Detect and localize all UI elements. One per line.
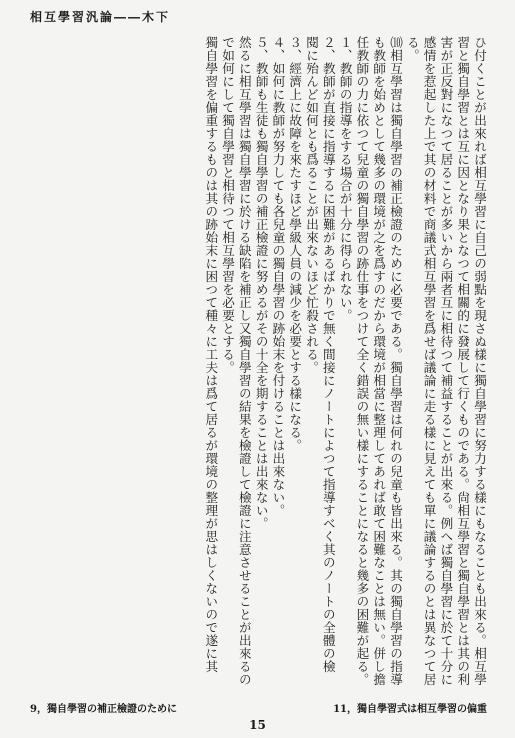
text-line: 然るに相互學習は獨自學習に於ける缺陷を補正し又獨自學習の結果を檢證して檢證に注意させることが出來るの — [236, 36, 252, 686]
running-header: 相互學習汎論――木下 — [30, 10, 171, 24]
text-line: ３、經濟上に故障を來たすほど學級人員の減少を必要とする樣になる。 — [287, 36, 303, 452]
text-line: ひ付くことが出來れば相互學習に自己の弱點を現さぬ樣に獨自學習に努力する樣にもなることも出來る。相互學 — [472, 36, 487, 686]
text-line: １、教師の指導をする場合が十分に得られない。 — [337, 36, 353, 322]
margin-note-right: 11，獨自學習式は相互學習の偏重 — [333, 704, 487, 715]
text-line: で如何にして獨自學習と相待つて相互學習を必要とする。 — [220, 36, 236, 374]
text-line: ⑽相互學習は獨自學習の補正檢證のために必要である。獨自學習は何れの兒童も皆出來る。其の獨自學習の指導 — [388, 36, 404, 686]
text-line: ２、教師が直接に指導するに困難があるばかりで無く間接にノートによつて指導すべく其のノートの全體の檢 — [320, 36, 336, 673]
text-line: 任教師の力に依つて兒童の獨自學習の跡仕事をつけて全く錯誤の無い樣にすることになると幾多の困難が起る。 — [354, 36, 370, 686]
vertical-body-text — [30, 36, 487, 696]
page-number: 15 — [249, 718, 266, 732]
margin-note-left: 9，獨自學習の補正檢證のために — [30, 704, 177, 715]
text-line: ４、如何に教師が努力しても各兒童の獨自學習の跡始末を付けることは出來ない。 — [270, 36, 286, 517]
text-line: 閱に殆んど如何とも爲ることが出來ないほど忙殺される。 — [304, 36, 320, 374]
text-line: る。 — [404, 36, 420, 62]
text-line: 感情を惹起した上で其の材料で商議式相互學習を爲せば議論に走る樣に見えても單に議論するのとは異なつて居 — [421, 36, 437, 686]
text-line: 害が正反對になつて居ることが多いから兩者互に相待つて補益することが出來る。例へば獨自學習に於て十分に — [438, 36, 454, 686]
text-line: も教師を始めとして幾多の環境が之を爲すのだから環境が相當に整理してあれば敢て困難なことは無い。併し擔 — [371, 36, 387, 686]
text-line: ５、教師も生徒も獨自學習の補正檢證に努めるがその十全を期することは出來ない。 — [253, 36, 269, 530]
text-line: 獨自學習を偏重するものは其の跡始末に困つて種々に工夫は爲て居るが環境の整理が思はしくないので遂に其 — [203, 36, 219, 673]
text-line: 習と獨自學習とは互に因となり果となつて相關的に發展して行くものである。尙相互學習と獨自學習とは其の利 — [455, 36, 471, 686]
